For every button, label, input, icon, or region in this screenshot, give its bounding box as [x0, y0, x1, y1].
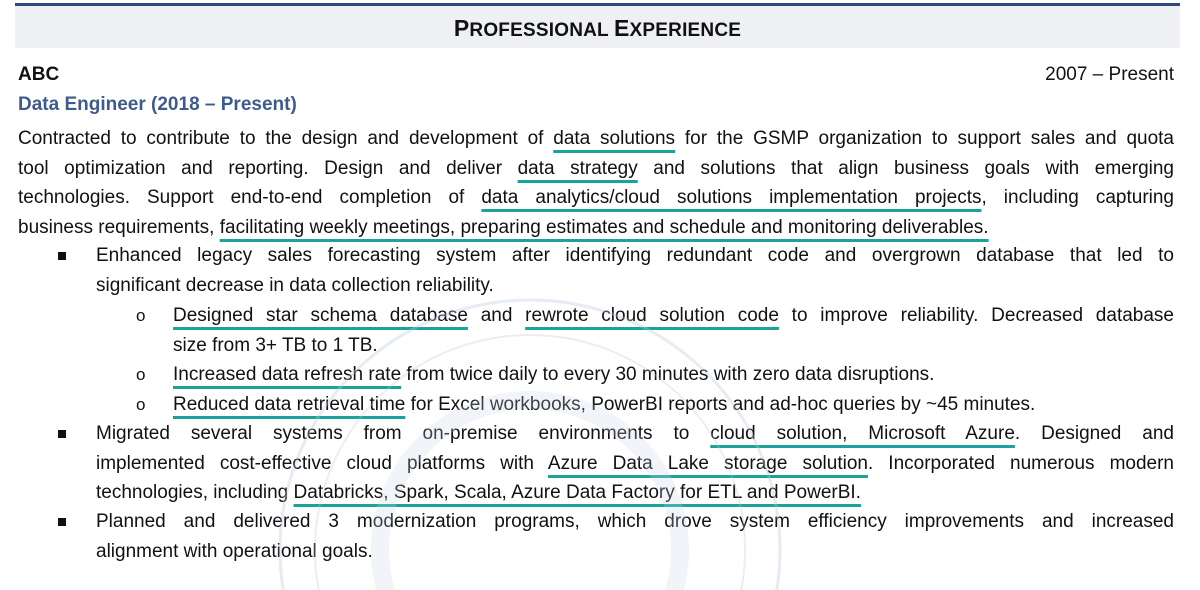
summary-line: [18, 183, 1174, 213]
summary-text: for the GSMP organization to support sales and quota: [675, 128, 1175, 149]
sub-bullet-text: [173, 301, 1174, 360]
sub-bullet-line: size from 3+ TB to 1 TB.: [173, 334, 378, 356]
bullet-line: significant decrease in data collection reliability.: [96, 274, 494, 296]
summary-line: [18, 124, 1174, 154]
summary-line: [18, 213, 1174, 243]
highlight-phrase: data strategy: [517, 157, 638, 179]
bullet-text: [96, 419, 1174, 508]
bullet-text: [96, 241, 1174, 300]
highlight-phrase: Designed star schema database: [173, 305, 468, 326]
title-rest-2: XPERIENCE: [629, 20, 742, 41]
bullet-text-part: to improve reliability. Decreased database: [778, 305, 1174, 326]
bullet-line: [96, 419, 1174, 449]
bullet-text: [96, 507, 1174, 566]
bullet-line: Enhanced legacy sales forecasting system after identifying redundant code and overgrown database that led to: [96, 245, 1174, 266]
bullet-text-part: and: [467, 305, 526, 326]
bullet-line: alignment with operational goals.: [96, 540, 373, 562]
sub-bullet-marker: o: [136, 365, 146, 384]
bullet-marker: [58, 252, 66, 260]
summary-line: [18, 154, 1174, 184]
bullet-text-part: technologies, including: [96, 482, 294, 504]
company-name: ABC: [18, 64, 60, 85]
highlight-phrase: data solutions: [553, 128, 676, 149]
bullet-line: [96, 449, 1174, 479]
bullet-text-part: implemented cost-effective cloud platforms with: [96, 452, 548, 474]
bullet-marker: [58, 430, 66, 438]
sub-bullet-marker: o: [136, 306, 146, 325]
bullet-text-part: Migrated several systems from on-premise environments to: [96, 423, 711, 444]
summary-text: business requirements,: [18, 216, 220, 238]
job-role: Data Engineer (2018 – Present): [18, 94, 297, 115]
bullet-text-part: from twice daily to every 30 minutes with zero data disruptions.: [401, 364, 935, 385]
title-rest-1: ROFESSIONAL: [469, 20, 614, 41]
bullet-text-part: . Incorporated numerous modern: [867, 452, 1174, 474]
highlight-phrase: Reduced data retrieval time: [173, 394, 406, 415]
highlight-phrase: rewrote cloud solution code: [525, 305, 779, 326]
highlight-phrase: data analytics/cloud solutions implementation projects: [481, 187, 982, 209]
sub-bullet-text: [173, 360, 1174, 390]
bullet-text-part: for Excel workbooks, PowerBI reports and ad-hoc queries by ~45 minutes.: [405, 394, 1036, 415]
title-initial-1: P: [453, 15, 470, 41]
highlight-phrase: Databricks, Spark, Scala, Azure Data Factory for ETL and PowerBI.: [293, 482, 861, 504]
highlight-phrase: Increased data refresh rate: [173, 364, 402, 385]
highlight-phrase: Azure Data Lake storage solution: [547, 452, 868, 474]
employment-dates: 2007 – Present: [1045, 64, 1174, 85]
bullet-marker: [58, 518, 66, 526]
sub-bullet-line: [173, 301, 1174, 331]
section-title: [15, 6, 1180, 48]
sub-bullet-line: [173, 360, 1174, 390]
highlight-phrase: cloud solution, Microsoft Azure: [710, 423, 1015, 444]
sub-bullet-text: [173, 390, 1174, 420]
highlight-phrase: facilitating weekly meetings, preparing estimates and schedule and monitoring deliverables.: [219, 216, 989, 238]
bullet-text-part: . Designed and: [1014, 423, 1174, 444]
job-summary: [18, 124, 1174, 242]
title-initial-2: E: [613, 15, 630, 41]
summary-text: technologies. Support end-to-end completion of: [18, 187, 482, 209]
bullet-line: [96, 478, 1174, 508]
summary-text: , including capturing: [981, 187, 1175, 209]
summary-text: tool optimization and reporting. Design and deliver: [18, 157, 518, 179]
summary-text: Contracted to contribute to the design and development of: [18, 128, 554, 149]
sub-bullet-marker: o: [136, 395, 146, 414]
bullet-line: Planned and delivered 3 modernization programs, which drove system efficiency improvements and increased: [96, 511, 1174, 532]
summary-text: and solutions that align business goals with emerging: [637, 157, 1174, 179]
sub-bullet-line: [173, 390, 1174, 420]
